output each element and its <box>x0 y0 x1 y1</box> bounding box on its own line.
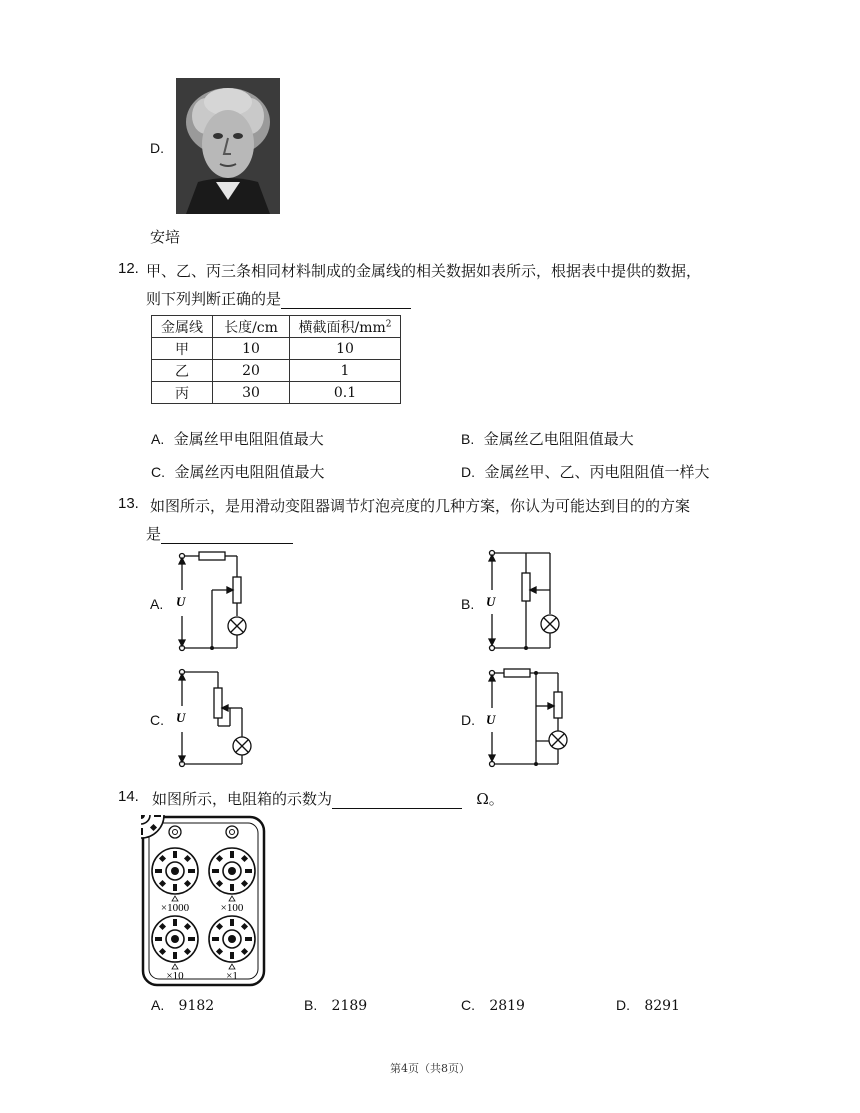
circuit-diagram-c <box>172 666 258 770</box>
option-letter-d: D. <box>150 140 164 156</box>
q14-text-after: Ω。 <box>476 790 504 808</box>
option-value: 2189 <box>331 998 368 1014</box>
q13-answer-blank[interactable] <box>161 527 293 544</box>
q12-text-line1: 甲、乙、丙三条相同材料制成的金属线的相关数据如表所示，根据表中提供的数据， <box>146 262 702 280</box>
option-letter: B. <box>304 997 318 1013</box>
q14-option-c[interactable] <box>461 996 525 1014</box>
voltage-label: U <box>486 712 496 727</box>
q13-text-line1: 如图所示，是用滑动变阻器调节灯泡亮度的几种方案，你认为可能达到目的的方案 <box>150 497 691 515</box>
q13-number: 13. <box>118 495 139 512</box>
table-cell: 丙 <box>152 382 213 404</box>
q13-option-b-letter[interactable]: B. <box>461 596 475 612</box>
option-letter: A. <box>151 431 165 447</box>
voltage-label: U <box>176 710 186 725</box>
q13-option-d-letter[interactable]: D. <box>461 712 475 728</box>
option-letter: B. <box>461 431 475 447</box>
option-value: 9182 <box>178 998 215 1014</box>
q14-text <box>152 788 504 809</box>
table-cell: 甲 <box>152 338 213 360</box>
option-text: 金属丝丙电阻阻值最大 <box>174 463 325 481</box>
option-letter: C. <box>151 464 165 480</box>
table-row <box>152 360 401 382</box>
circuit-diagram-b <box>482 548 568 654</box>
table-cell: 30 <box>213 382 290 404</box>
table-header-cell: 金属线 <box>152 316 213 338</box>
q12-answer-blank[interactable] <box>281 292 411 309</box>
q13-option-c-letter[interactable]: C. <box>150 712 164 728</box>
circuit-diagram-d <box>482 664 572 770</box>
table-cell: 10 <box>290 338 401 360</box>
option-value: 8291 <box>644 998 680 1014</box>
table-header-text: 横截面积/mm <box>298 319 386 336</box>
table-header-cell: 长度/cm <box>213 316 290 338</box>
table-header-cell <box>290 316 401 338</box>
option-text: 金属丝乙电阻阻值最大 <box>483 430 634 448</box>
q14-option-d[interactable] <box>616 996 680 1014</box>
table-header-row <box>152 316 401 338</box>
q14-number: 14. <box>118 788 139 805</box>
dial-label-x10: ×10 <box>166 970 184 982</box>
dial-label-x1: ×1 <box>226 970 238 982</box>
option-letter: C. <box>461 997 475 1013</box>
dial-label-x1000: ×1000 <box>160 902 190 914</box>
option-text: 金属丝甲、乙、丙电阻阻值一样大 <box>484 463 710 481</box>
superscript: 2 <box>385 318 392 329</box>
table-cell: 乙 <box>152 360 213 382</box>
q12-option-b[interactable] <box>461 428 634 449</box>
voltage-label: U <box>486 594 496 609</box>
option-letter: D. <box>461 464 475 480</box>
q12-data-table <box>151 315 401 404</box>
option-letter: D. <box>616 997 630 1013</box>
circuit-diagram-a <box>172 550 258 654</box>
table-cell: 20 <box>213 360 290 382</box>
q13-option-a-letter[interactable]: A. <box>150 596 164 612</box>
page-footer: 第4页（共8页） <box>390 1062 470 1075</box>
q14-option-b[interactable] <box>304 996 367 1014</box>
q14-text-before: 如图所示，电阻箱的示数为 <box>152 790 333 808</box>
table-cell: 1 <box>290 360 401 382</box>
ampere-portrait-image <box>176 78 280 214</box>
q12-option-c[interactable] <box>151 461 325 482</box>
q12-option-a[interactable] <box>151 428 324 449</box>
q13-text-line2-label: 是 <box>146 525 162 543</box>
table-cell: 10 <box>213 338 290 360</box>
table-row <box>152 382 401 404</box>
resistance-box-image <box>141 815 266 987</box>
q14-answer-blank[interactable] <box>332 792 462 809</box>
q12-text-line2-label: 则下列判断正确的是 <box>146 290 282 308</box>
option-value: 2819 <box>489 998 525 1014</box>
voltage-label: U <box>176 594 186 609</box>
table-row <box>152 338 401 360</box>
q12-text-line2 <box>146 288 411 309</box>
q13-text-line2 <box>146 523 293 544</box>
q12-option-d[interactable] <box>461 461 710 482</box>
q12-number: 12. <box>118 260 139 277</box>
dial-label-x100: ×100 <box>220 902 244 914</box>
option-letter: A. <box>151 997 165 1013</box>
q14-option-a[interactable] <box>151 996 214 1014</box>
option-text: 金属丝甲电阻阻值最大 <box>173 430 324 448</box>
table-cell: 0.1 <box>290 382 401 404</box>
option-d-caption: 安培 <box>150 228 181 246</box>
